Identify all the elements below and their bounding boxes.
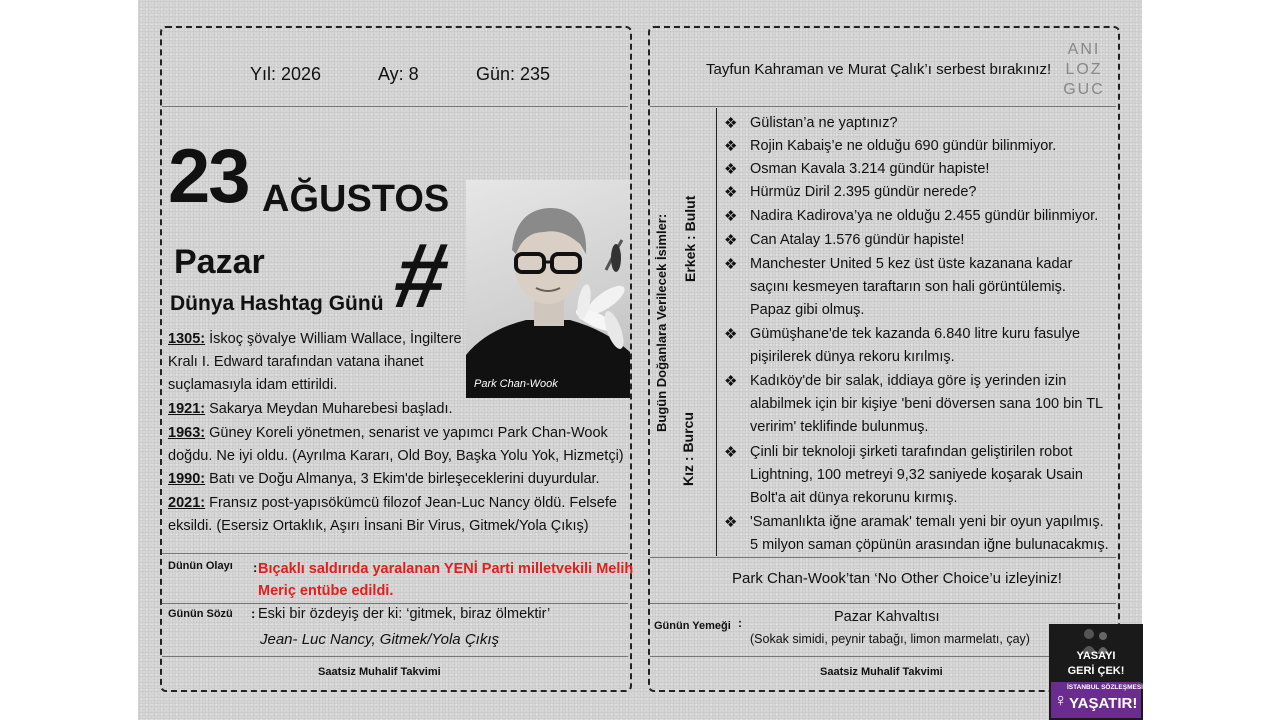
logo-line: ANI (1067, 41, 1101, 58)
event-1305: 1305: İskoç şövalye William Wallace, İngiltere (168, 331, 462, 347)
day-of-year-label: Gün: 235 (476, 64, 551, 84)
day-number: 23 (168, 134, 249, 219)
quote-source: Jean- Luc Nancy, Gitmek/Yola Çıkış (260, 631, 499, 648)
event-year: 1921: (168, 401, 206, 417)
female-symbol-icon: ♀ (1054, 690, 1068, 710)
news-item-line: 5 milyon saman çöpünün arasından iğne bulunacakmış. (750, 537, 1109, 553)
meal-title: Pazar Kahvaltısı (834, 609, 940, 625)
month-name: AĞUSTOS (262, 178, 450, 220)
footer-left: Saatsiz Muhalif Takvimi (318, 666, 441, 678)
divider (650, 106, 1116, 107)
bullet-icon: ❖ (724, 208, 738, 225)
photo-caption: Park Chan-Wook (474, 378, 558, 390)
event-year: 1963: (168, 425, 206, 441)
news-item: Rojin Kabaiş’e ne olduğu 690 gündür bilinmiyor. (750, 138, 1057, 154)
event-year: 2021: (168, 495, 206, 511)
news-item: Kadıköy'de bir salak, iddiaya göre iş yerinden izin (750, 373, 1067, 389)
bullet-icon: ❖ (724, 256, 738, 273)
names-divider (716, 108, 717, 556)
hashtag-icon: # (387, 225, 457, 327)
weekday: Pazar (174, 243, 265, 281)
news-item-line: saçını kesmeyen taraftarın son hali görüntülemiş. (750, 279, 1066, 295)
month-label: Ay: 8 (378, 64, 419, 84)
event-1305-line2: Kralı I. Edward tarafından vatana ihanet (168, 354, 424, 370)
event-of-day-colon: : (253, 560, 258, 575)
special-day: Dünya Hashtag Günü (170, 292, 384, 315)
news-item: Gümüşhane'de tek kazanda 6.840 litre kuru fasulye (750, 326, 1081, 342)
divider (650, 656, 1116, 657)
event-1305-line3: suçlamasıyla idam ettirildi. (168, 377, 338, 393)
campaign-badge (1049, 624, 1143, 720)
event-2021: 2021: Fransız post-yapısökümcü filozof Jean-Luc Nancy öldü. Felsefe (168, 495, 617, 511)
news-item-line: alabilmek için bir kişiye 'beni döversen sana 100 bin TL (750, 396, 1104, 412)
news-item: Osman Kavala 3.214 gündür hapiste! (750, 161, 990, 177)
divider (650, 603, 1116, 604)
news-item-line: Lightning, 100 metreyi 9,32 saniyede koşarak Usain (750, 467, 1083, 483)
badge-purple-panel (1051, 682, 1141, 718)
bullet-icon: ❖ (724, 138, 738, 155)
film-recommendation: Park Chan-Wook’tan ‘No Other Choice’u izleyiniz! (732, 570, 1062, 587)
bullet-icon: ❖ (724, 326, 738, 343)
badge-line2: GERİ ÇEK! (1067, 665, 1125, 677)
divider (650, 557, 1116, 558)
news-item: Hürmüz Diril 2.395 gündür nerede? (750, 184, 977, 200)
names-title: Bugün Doğanlara Verilecek İsimler: (654, 213, 669, 432)
boy-name: Erkek : Bulut (682, 195, 698, 282)
meal-colon: : (738, 616, 742, 630)
event-1990: 1990: Batı ve Doğu Almanya, 3 Ekim'de birleşeceklerini duyurdular. (168, 471, 600, 487)
event-of-day-text: Bıçaklı saldırıda yaralanan YENİ Parti milletvekili Melih (258, 561, 634, 577)
news-item-line: pişirilerek dünya rekoru kırılmış. (750, 349, 955, 365)
logo-line: LOZ (1065, 61, 1103, 78)
event-2021-line2: eksildi. (Esersiz Ortaklık, Aşırı İnsani Bir Virus, Gitmek/Yola Çıkış) (168, 518, 589, 534)
news-item: 'Samanlıkta iğne aramak' temalı yeni bir oyun yapılmış. (750, 514, 1104, 530)
bullet-icon: ❖ (724, 184, 738, 201)
event-year: 1305: (168, 331, 206, 347)
quote-text: Eski bir özdeyiş der ki: ‘gitmek, biraz ölmektir’ (258, 606, 551, 622)
badge-line3: İSTANBUL SÖZLEŞMESİ (1067, 684, 1143, 691)
news-item: Nadira Kadirova’ya ne olduğu 2.455 gündür bilinmiyor. (750, 208, 1099, 224)
news-item-line: Papaz gibi olmuş. (750, 302, 865, 318)
event-year: 1990: (168, 471, 206, 487)
badge-line4: YAŞATIR! (1069, 695, 1138, 712)
divider (162, 656, 628, 657)
quote-label: Günün Sözü (168, 608, 233, 620)
divider (162, 553, 628, 554)
news-item: Can Atalay 1.576 gündür hapiste! (750, 232, 965, 248)
news-item: Çinli bir teknoloji şirketi tarafından geliştirilen robot (750, 444, 1073, 460)
bullet-icon: ❖ (724, 161, 738, 178)
girl-name: Kız : Burcu (680, 412, 696, 486)
divider (162, 603, 628, 604)
bullet-icon: ❖ (724, 444, 738, 461)
bullet-icon: ❖ (724, 115, 738, 132)
event-of-day-label: Dünün Olayı (168, 560, 233, 572)
event-of-day-text-line2: Meriç entübe edildi. (258, 583, 394, 599)
news-item: Manchester United 5 kez üst üste kazanana kadar (750, 256, 1073, 272)
right-headline: Tayfun Kahraman ve Murat Çalık’ı serbest bırakınız! (706, 61, 1052, 78)
news-item-line: veririm' teklifinde bulunmuş. (750, 419, 929, 435)
event-1921: 1921: Sakarya Meydan Muharebesi başladı. (168, 401, 453, 417)
meal-label: Günün Yemeği (654, 620, 731, 632)
bullet-icon: ❖ (724, 373, 738, 390)
logo-line: GUC (1063, 81, 1105, 98)
badge-line1: YASAYI (1076, 650, 1116, 662)
divider (162, 106, 628, 107)
footer-right: Saatsiz Muhalif Takvimi (820, 666, 943, 678)
event-1963: 1963: Güney Koreli yönetmen, senarist ve yapımcı Park Chan-Wook (168, 425, 608, 441)
year-label: Yıl: 2026 (250, 64, 322, 84)
logo-anlozguc (1060, 40, 1108, 100)
bullet-icon: ❖ (724, 232, 738, 249)
news-item-line: Bolt'a ait dünya rekorunu kırmış. (750, 490, 958, 506)
news-item: Gülistan’a ne yaptınız? (750, 115, 898, 131)
bullet-icon: ❖ (724, 514, 738, 531)
event-1963-line2: doğdu. Ne iyi oldu. (Ayrılma Kararı, Old Boy, Başka Yolu Yok, Hizmetçi) (168, 448, 624, 464)
quote-colon: : (251, 606, 256, 621)
meal-items: (Sokak simidi, peynir tabağı, limon marmelatı, çay) (750, 632, 1030, 646)
